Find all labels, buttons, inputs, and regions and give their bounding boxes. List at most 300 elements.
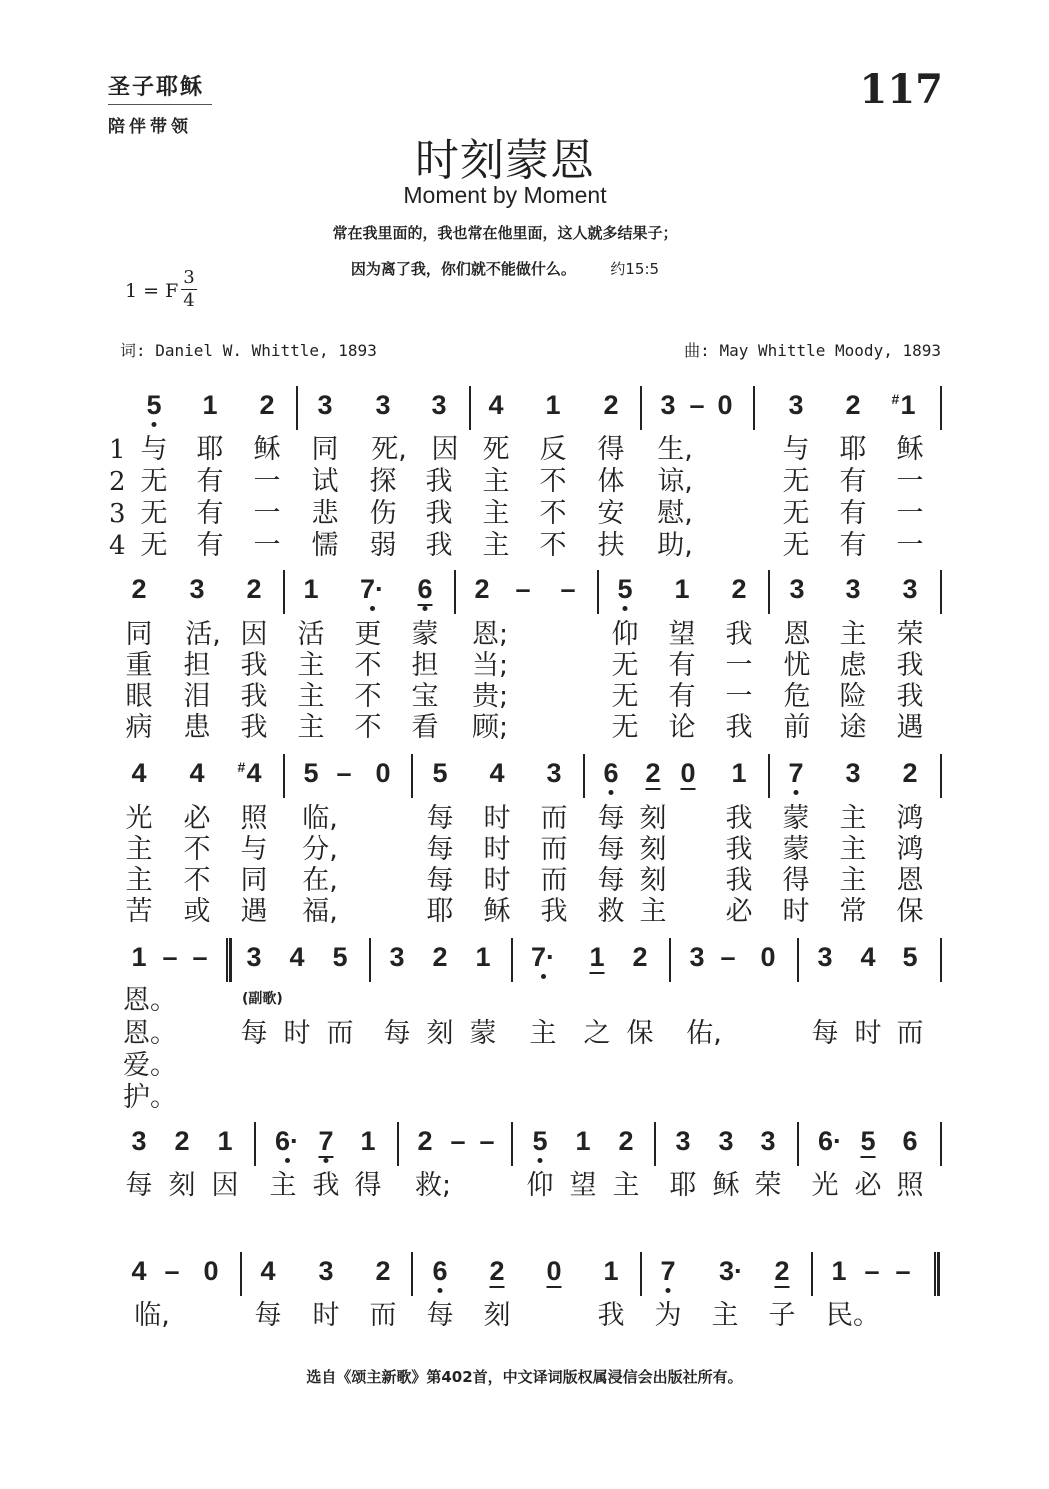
note: –: [515, 574, 531, 604]
lyric: 恩。: [123, 1018, 177, 1049]
note: 2: [603, 390, 619, 420]
note: 3: [131, 1126, 147, 1156]
note-sharp: # 1: [900, 390, 915, 420]
lyric: 同: [311, 434, 339, 465]
lyric: 稣: [896, 434, 924, 465]
note: 6: [603, 758, 619, 788]
lyric: 一: [896, 530, 924, 561]
note: 2: [131, 574, 147, 604]
verse-number: 4: [109, 531, 126, 561]
barline: [369, 938, 371, 982]
note: 3: [845, 574, 861, 604]
lyric: 光: [125, 803, 153, 834]
lyric: 而: [540, 834, 568, 865]
barline: [654, 1122, 656, 1166]
lyric: 稣: [712, 1170, 740, 1201]
lyric: 更: [354, 619, 382, 650]
lyric: 时: [854, 1018, 882, 1049]
note: 6·: [817, 1126, 843, 1156]
lyric: 得: [354, 1170, 382, 1201]
lyric: 每: [811, 1018, 839, 1049]
note: 3: [375, 390, 391, 420]
barline: [511, 1122, 513, 1166]
barline: [411, 1252, 413, 1296]
lyric: 爱。: [123, 1050, 177, 1081]
note: 1: [475, 942, 491, 972]
note: –: [689, 390, 705, 420]
note: 2: [645, 758, 661, 788]
lyric: 有: [196, 498, 224, 529]
time-signature-bottom: 4: [183, 290, 195, 311]
lyric: 与: [782, 434, 810, 465]
hymn-title-chinese: 时刻蒙恩: [415, 135, 595, 186]
lyric: 每: [597, 865, 625, 896]
lyric: 每: [240, 1018, 268, 1049]
note: 1: [603, 1256, 619, 1286]
note: 1: [303, 574, 319, 604]
note: 2: [632, 942, 648, 972]
lyric: 望: [668, 619, 696, 650]
note: 5: [432, 758, 448, 788]
lyric: 体: [597, 466, 625, 497]
lyric: 遇: [240, 896, 268, 927]
lyric: 探: [369, 466, 397, 497]
lyric: 一: [725, 681, 753, 712]
lyric: 我: [425, 498, 453, 529]
lyric: 福,: [302, 896, 338, 927]
lyric: 主: [839, 619, 867, 650]
lyric: 悲: [311, 498, 339, 529]
lyric: 时: [483, 803, 511, 834]
note: 5: [860, 1126, 876, 1156]
lyric: 有: [196, 466, 224, 497]
lyric: 当;: [471, 650, 509, 681]
scripture-line-2: [0, 258, 1010, 279]
note: 5: [332, 942, 348, 972]
lyric: 主: [125, 865, 153, 896]
lyric: 稣: [483, 896, 511, 927]
lyric: 论: [668, 712, 696, 743]
lyric: 耶: [426, 896, 454, 927]
barline: [283, 754, 285, 798]
lyrics-verse-2: [0, 466, 1049, 498]
note: 1: [202, 390, 218, 420]
lyric: 扶: [597, 530, 625, 561]
lyric: 主: [711, 1300, 739, 1331]
staff-2: [0, 570, 1049, 614]
lyric: 必: [725, 896, 753, 927]
note: 6: [417, 574, 433, 604]
hymn-title-english: Moment by Moment: [403, 182, 607, 208]
note: 0: [717, 390, 733, 420]
note: 4: [260, 1256, 276, 1286]
note: –: [164, 1256, 180, 1286]
lyric: 每: [254, 1300, 282, 1331]
note: –: [162, 942, 178, 972]
note: 1: [545, 390, 561, 420]
lyric: 我: [240, 681, 268, 712]
lyric: 慰,: [657, 498, 693, 529]
note: 3: [817, 942, 833, 972]
note: 5: [146, 390, 162, 420]
lyric: 顾;: [471, 712, 509, 743]
lyric: 主: [839, 803, 867, 834]
lyric: 主: [639, 896, 667, 927]
lyric: 不: [539, 498, 567, 529]
note: 4: [489, 758, 505, 788]
note: 5: [303, 758, 319, 788]
lyric: 途: [839, 712, 867, 743]
lyric: 有: [668, 681, 696, 712]
note: 0: [760, 942, 776, 972]
scripture-line-1: 常在我里面的，我也常在他里面，这人就多结果子；: [332, 224, 678, 242]
lyric: 照: [240, 803, 268, 834]
note: 7: [788, 758, 804, 788]
note: –: [560, 574, 576, 604]
composer-credit: 曲: May Whittle Moody, 1893: [684, 341, 941, 360]
barline: [768, 754, 770, 798]
lyrics-verse-2: [0, 834, 1049, 866]
lyric: 主: [297, 681, 325, 712]
barline: [940, 386, 942, 430]
lyrics-verse-2: [0, 650, 1049, 682]
lyric: 时: [283, 1018, 311, 1049]
note: 2: [618, 1126, 634, 1156]
lyric: 生,: [657, 434, 693, 465]
note: 3: [389, 942, 405, 972]
note: 4: [131, 758, 147, 788]
lyrics-verse-3: [0, 865, 1049, 897]
note: 2: [375, 1256, 391, 1286]
hymn-number: 117: [859, 66, 943, 113]
note: 3: [789, 574, 805, 604]
lyric: 因: [431, 434, 459, 465]
note: 5: [532, 1126, 548, 1156]
note: 2: [902, 758, 918, 788]
lyric: 我: [540, 896, 568, 927]
lyric: 我: [896, 681, 924, 712]
section-title: 圣子耶稣: [108, 74, 205, 100]
barline: [940, 938, 942, 982]
lyric: 恩。: [123, 985, 177, 1016]
lyric: 一: [253, 498, 281, 529]
lyric: 我: [725, 619, 753, 650]
lyric: 主: [482, 530, 510, 561]
lyric: 险: [839, 681, 867, 712]
note: –: [450, 1126, 466, 1156]
note: –: [336, 758, 352, 788]
lyric: 不: [539, 530, 567, 561]
note: 1: [831, 1256, 847, 1286]
lyric: 活,: [185, 619, 221, 650]
note: –: [864, 1256, 880, 1286]
lyric: 有: [839, 466, 867, 497]
lyric: 稣: [253, 434, 281, 465]
lyric: 无: [611, 681, 639, 712]
lyric: 与: [140, 434, 168, 465]
lyric: 刻: [483, 1300, 511, 1331]
note: 3: [718, 1126, 734, 1156]
lyrics-verse-4: [0, 530, 1049, 562]
lyric: 蒙: [782, 834, 810, 865]
note: 3: [660, 390, 676, 420]
note: 4: [131, 1256, 147, 1286]
lyric: 蒙: [782, 803, 810, 834]
lyric: 忧: [783, 650, 811, 681]
lyric: 不: [539, 466, 567, 497]
barline: [411, 754, 413, 798]
note: 4: [488, 390, 504, 420]
lyric: 照: [896, 1170, 924, 1201]
lyric: 子: [768, 1300, 796, 1331]
lyric: 耶: [669, 1170, 697, 1201]
note: 2: [259, 390, 275, 420]
lyric: 主: [125, 834, 153, 865]
lyric: 不: [354, 650, 382, 681]
lyric: 时: [782, 896, 810, 927]
lyric: 刻: [639, 803, 667, 834]
lyric: 有: [839, 498, 867, 529]
subsection-title: 陪伴带领: [108, 117, 192, 137]
barline: [397, 1122, 399, 1166]
lyric: 反: [539, 434, 567, 465]
note: 2: [417, 1126, 433, 1156]
section-divider: [108, 104, 212, 105]
note: 0: [203, 1256, 219, 1286]
lyric: 我: [725, 803, 753, 834]
lyric: 主: [482, 498, 510, 529]
lyric: 为: [654, 1300, 682, 1331]
barline: [811, 1252, 813, 1296]
note: 4: [189, 758, 205, 788]
lyric: 每: [426, 865, 454, 896]
note: 3: [675, 1126, 691, 1156]
lyric: 主: [612, 1170, 640, 1201]
lyric: 我: [597, 1300, 625, 1331]
copyright-footer: 选自《颂主新歌》第402首，中文译词版权属浸信会出版社所有。: [306, 1368, 743, 1386]
staff-3: [0, 754, 1049, 798]
barline: [283, 570, 285, 614]
note: 7: [318, 1126, 334, 1156]
lyric: 时: [483, 834, 511, 865]
lyric: 每: [125, 1170, 153, 1201]
lyric: 无: [140, 466, 168, 497]
lyric: 恩;: [471, 619, 509, 650]
lyric: 光: [811, 1170, 839, 1201]
barline: [753, 386, 755, 430]
lyric: 主: [297, 712, 325, 743]
lyric: 重: [125, 650, 153, 681]
note: 1: [589, 942, 605, 972]
refrain-label: (副歌): [242, 991, 283, 1007]
lyric: 我: [240, 712, 268, 743]
lyric: 我: [725, 865, 753, 896]
lyric: 有: [196, 530, 224, 561]
lyric: 懦: [311, 530, 339, 561]
note: 7·: [530, 942, 556, 972]
note: 2: [845, 390, 861, 420]
note-sharp: # 4: [246, 758, 261, 788]
lyric: 荣: [754, 1170, 782, 1201]
note: 0: [375, 758, 391, 788]
note: 7: [660, 1256, 676, 1286]
staff-4: [0, 938, 1049, 982]
lyric: 之: [583, 1018, 611, 1049]
lyric: 刻: [168, 1170, 196, 1201]
barline: [669, 938, 671, 982]
lyric: 与: [240, 834, 268, 865]
lyric: 谅,: [657, 466, 693, 497]
lyric: 苦: [125, 896, 153, 927]
lyric: 同: [240, 865, 268, 896]
lyric: 而: [540, 865, 568, 896]
lyrics-verse-4: [0, 896, 1049, 928]
verse-1-ending: [0, 985, 1049, 1017]
lyric: 安: [597, 498, 625, 529]
lyric: 仰: [611, 619, 639, 650]
lyric: 耶: [196, 434, 224, 465]
lyric: 死,: [371, 434, 407, 465]
lyric: 遇: [896, 712, 924, 743]
note: 4: [289, 942, 305, 972]
lyric: 有: [668, 650, 696, 681]
lyric: 无: [782, 530, 810, 561]
lyric: 必: [854, 1170, 882, 1201]
lyric: 我: [896, 650, 924, 681]
lyricist-credit: 词: Daniel W. Whittle, 1893: [120, 341, 377, 360]
note: 3: [546, 758, 562, 788]
lyric: 佑,: [686, 1018, 722, 1049]
time-signature-top: 3: [183, 267, 195, 288]
lyric: 看: [411, 712, 439, 743]
lyric: 不: [183, 865, 211, 896]
lyric: 一: [253, 530, 281, 561]
lyric: 无: [782, 466, 810, 497]
lyric: 主: [269, 1170, 297, 1201]
lyrics-verse-3: [0, 498, 1049, 530]
lyric: 无: [140, 498, 168, 529]
lyric: 病: [125, 712, 153, 743]
lyrics-verse-1: [0, 619, 1049, 651]
lyric: 刻: [639, 865, 667, 896]
note: 3: [318, 1256, 334, 1286]
lyric: 主: [482, 466, 510, 497]
refrain-lyrics: [0, 1300, 1049, 1332]
barline: [240, 1252, 242, 1296]
barline: [940, 754, 942, 798]
lyric: 同: [125, 619, 153, 650]
barline: [597, 570, 599, 614]
lyric: 我: [425, 530, 453, 561]
double-barline: [226, 938, 232, 982]
lyric: 临,: [302, 803, 338, 834]
lyric: 鸿: [896, 803, 924, 834]
note: 6: [902, 1126, 918, 1156]
refrain-lyrics: [0, 1170, 1049, 1202]
note: 5: [617, 574, 633, 604]
note: –: [720, 942, 736, 972]
lyric: 一: [725, 650, 753, 681]
lyric: 泪: [183, 681, 211, 712]
note: 3: [845, 758, 861, 788]
lyric: 宝: [411, 681, 439, 712]
scripture-text: 因为离了我，你们就不能做什么。: [350, 260, 576, 278]
lyric: 试: [311, 466, 339, 497]
lyric: 我: [725, 834, 753, 865]
lyric: 每: [426, 1300, 454, 1331]
lyric: 保: [896, 896, 924, 927]
note: 2: [474, 574, 490, 604]
lyric: 每: [426, 803, 454, 834]
lyric: 而: [896, 1018, 924, 1049]
lyric: 临,: [134, 1300, 170, 1331]
verse-number: 1: [109, 435, 126, 465]
note: 3: [431, 390, 447, 420]
lyric: 危: [783, 681, 811, 712]
note: 2: [174, 1126, 190, 1156]
lyric: 因: [240, 619, 268, 650]
lyrics-verse-4: [0, 712, 1049, 744]
note: 1: [217, 1126, 233, 1156]
lyric: 刻: [426, 1018, 454, 1049]
verse-3-ending: [0, 1050, 1049, 1082]
note: 3: [760, 1126, 776, 1156]
note: –: [192, 942, 208, 972]
note: 7·: [359, 574, 385, 604]
lyric: 一: [896, 498, 924, 529]
lyric: 虑: [839, 650, 867, 681]
scripture-reference: 约15:5: [610, 260, 660, 278]
lyrics-verse-3: [0, 681, 1049, 713]
barline: [469, 386, 471, 430]
lyric: 耶: [839, 434, 867, 465]
lyric: 无: [611, 712, 639, 743]
barline: [511, 938, 513, 982]
lyric: 患: [183, 712, 211, 743]
lyric: 分,: [302, 834, 338, 865]
lyric: 仰: [526, 1170, 554, 1201]
note: 3: [902, 574, 918, 604]
lyric: 前: [783, 712, 811, 743]
lyric: 荣: [896, 619, 924, 650]
note: 2: [432, 942, 448, 972]
lyric: 担: [411, 650, 439, 681]
lyric: 护。: [123, 1082, 177, 1113]
note: 1: [360, 1126, 376, 1156]
lyric: 得: [782, 865, 810, 896]
note: 0: [546, 1256, 562, 1286]
lyric: 不: [354, 681, 382, 712]
lyric: 每: [597, 834, 625, 865]
verse-number: 2: [109, 467, 126, 497]
lyric: 救;: [414, 1170, 452, 1201]
barline: [797, 938, 799, 982]
lyric: 恩: [783, 619, 811, 650]
lyric: 鸿: [896, 834, 924, 865]
barline: [768, 570, 770, 614]
lyric: 活: [297, 619, 325, 650]
lyric: 得: [597, 434, 625, 465]
lyric: 每: [426, 834, 454, 865]
barline: [640, 386, 642, 430]
lyric: 或: [183, 896, 211, 927]
staff-1: [0, 386, 1049, 430]
lyrics-verse-1: [0, 803, 1049, 835]
lyric: 望: [569, 1170, 597, 1201]
lyric: 助,: [657, 530, 693, 561]
note: 3: [689, 942, 705, 972]
lyric: 无: [782, 498, 810, 529]
